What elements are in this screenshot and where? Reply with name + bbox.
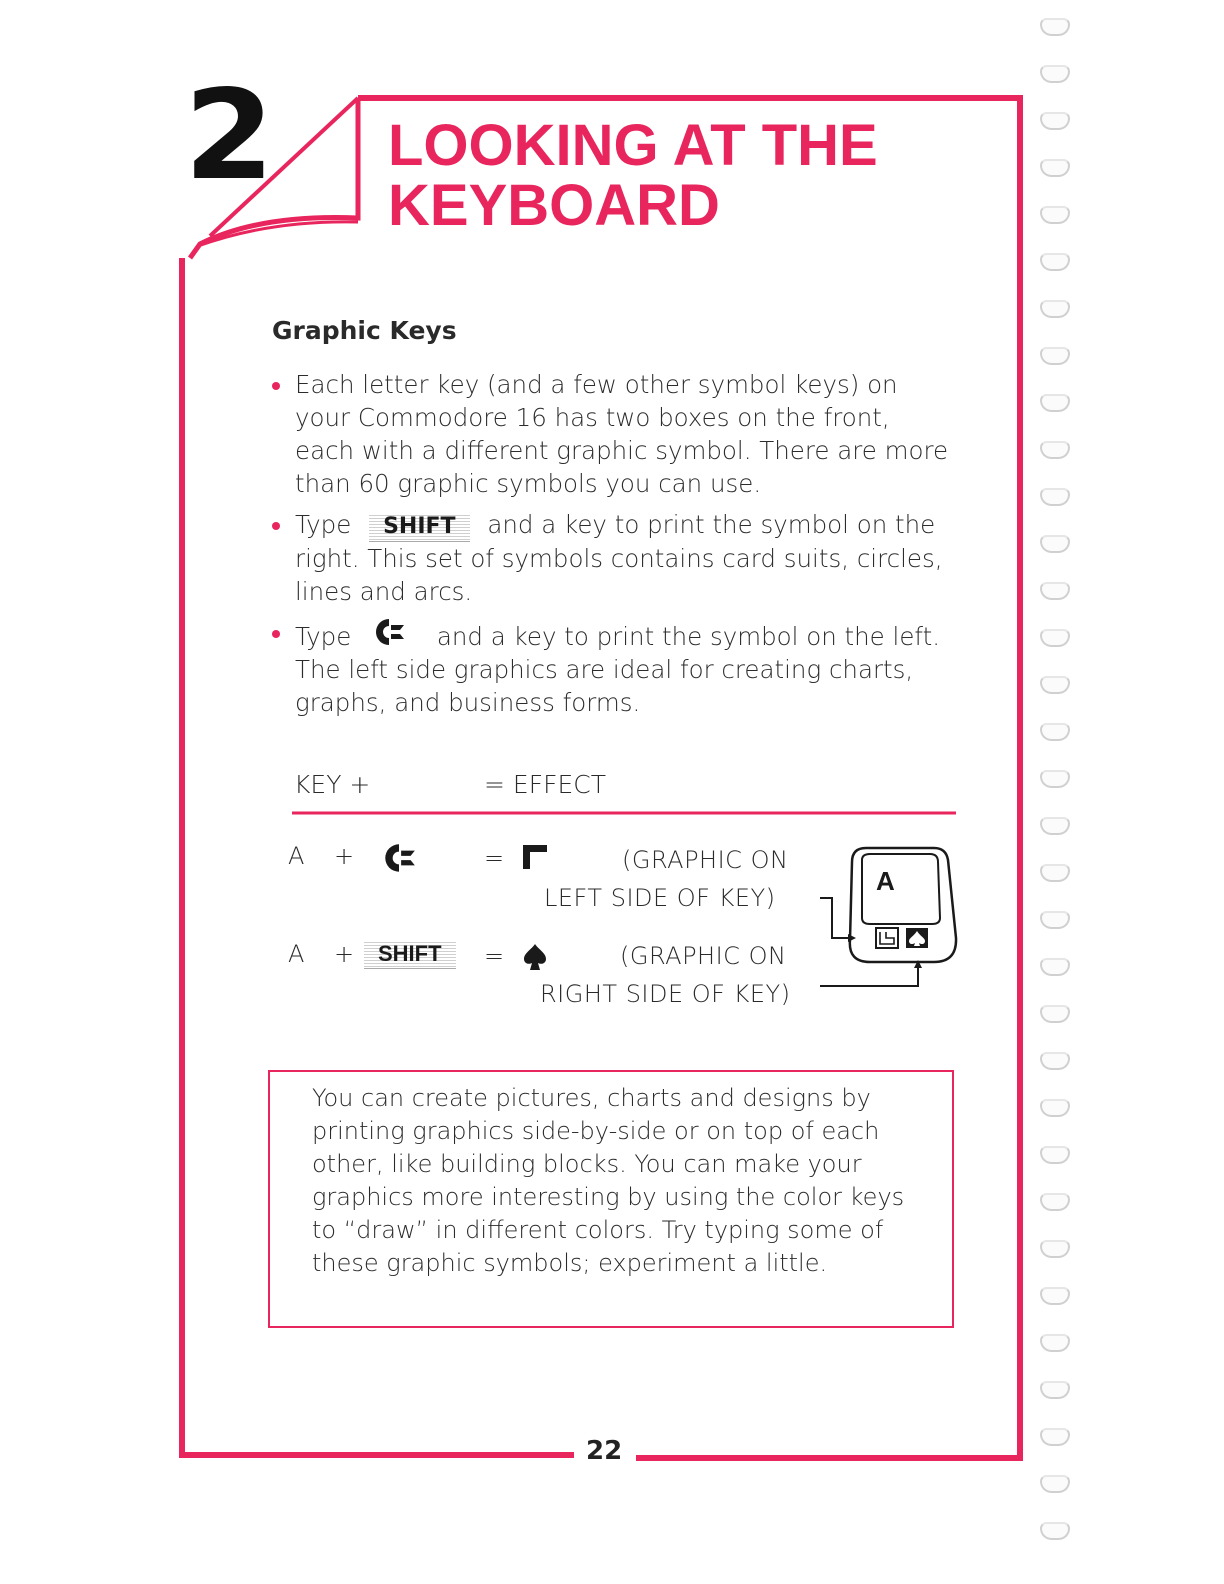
keycap-letter: A: [876, 866, 895, 896]
spiral-hole: [1040, 676, 1070, 694]
spiral-hole: [1040, 629, 1070, 647]
spiral-hole: [1040, 770, 1070, 788]
bullet-prefix: Type: [295, 622, 352, 651]
spiral-hole: [1040, 112, 1070, 130]
bullet-prefix: Type: [295, 510, 352, 539]
row2-desc-line1: (GRAPHIC ON: [620, 942, 787, 970]
shift-key-label: SHIFT: [369, 513, 469, 542]
shift-key-label: SHIFT: [364, 940, 456, 969]
row2-plus: +: [334, 940, 355, 968]
section-heading: Graphic Keys: [272, 316, 457, 345]
note-box: [268, 1070, 954, 1328]
commodore-key-icon: [380, 840, 418, 876]
bullet-text: and a key to print the symbol on the right. This set of symbols contains card suits, circles, lines and arcs.: [295, 510, 943, 606]
commodore-key-icon: [371, 616, 407, 648]
row1-letter: A: [288, 842, 305, 870]
spiral-hole: [1040, 1052, 1070, 1070]
chapter-title-line2: KEYBOARD: [388, 173, 720, 238]
chapter-title-line1: LOOKING AT THE: [388, 113, 878, 178]
bullet-item: [270, 368, 950, 500]
bullet-list: [270, 368, 950, 727]
spiral-hole: [1040, 1334, 1070, 1352]
spiral-hole: [1040, 394, 1070, 412]
bullet-text: Each letter key (and a few other symbol keys) on your Commodore 16 has two boxes on the front, each with a different graphic symbol. There are more than 60 graphic symbols you can use.: [295, 370, 949, 498]
spiral-hole: [1040, 1475, 1070, 1493]
spiral-hole: [1040, 206, 1070, 224]
spiral-hole: [1040, 535, 1070, 553]
spiral-hole: [1040, 441, 1070, 459]
spiral-hole: [1040, 1193, 1070, 1211]
spiral-hole: [1040, 1522, 1070, 1540]
bullet-item: [270, 508, 950, 608]
chapter-title: [388, 113, 878, 238]
table-header-effect: = EFFECT: [484, 770, 606, 799]
spiral-hole: [1040, 300, 1070, 318]
spiral-hole: [1040, 1428, 1070, 1446]
bullet-item: [270, 616, 950, 719]
spiral-hole: [1040, 159, 1070, 177]
row1-equals: =: [484, 844, 505, 872]
spiral-hole: [1040, 1381, 1070, 1399]
spiral-hole: [1040, 347, 1070, 365]
table-header-key: KEY +: [294, 770, 371, 799]
row2-desc-line2: RIGHT SIDE OF KEY): [540, 980, 791, 1008]
spiral-hole: [1040, 1240, 1070, 1258]
spiral-hole: [1040, 488, 1070, 506]
spiral-hole: [1040, 911, 1070, 929]
bullet-dot-icon: [272, 382, 280, 390]
spiral-hole: [1040, 18, 1070, 36]
spiral-hole: [1040, 958, 1070, 976]
spiral-hole: [1040, 1146, 1070, 1164]
bullet-text: and a key to print the symbol on the left. The left side graphics are ideal for creating charts, graphs, and business forms.: [295, 622, 940, 717]
spiral-hole: [1040, 253, 1070, 271]
spiral-hole: [1040, 723, 1070, 741]
chapter-number: 2: [183, 64, 271, 208]
row2-letter: A: [288, 940, 305, 968]
spiral-hole: [1040, 1099, 1070, 1117]
row1-plus: +: [334, 842, 355, 870]
bullet-dot-icon: [272, 630, 280, 638]
spiral-hole: [1040, 1005, 1070, 1023]
row2-equals: =: [484, 942, 505, 970]
spade-icon: [522, 942, 548, 972]
spiral-hole: [1040, 864, 1070, 882]
note-text: You can create pictures, charts and designs by printing graphics side-by-side or on top of each other, like building blocks. You can make your graphics more interesting by using the color keys to “draw” in different colors. Try typing some of these graphic symbols; experiment a little.: [312, 1084, 905, 1277]
spiral-hole: [1040, 1287, 1070, 1305]
spiral-hole: [1040, 582, 1070, 600]
page-number: 22: [586, 1436, 623, 1466]
row1-desc-line1: (GRAPHIC ON: [622, 846, 789, 874]
row1-desc-line2: LEFT SIDE OF KEY): [544, 884, 776, 912]
corner-graphic-icon: [520, 842, 550, 872]
bullet-dot-icon: [272, 522, 280, 530]
spiral-hole: [1040, 65, 1070, 83]
spiral-hole: [1040, 817, 1070, 835]
keycap-diagram: [800, 840, 964, 1000]
